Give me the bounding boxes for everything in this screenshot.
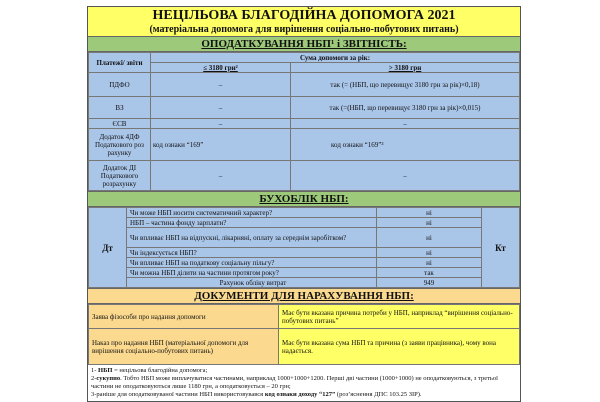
- question-cell: Рахунок обліку витрат: [127, 278, 377, 288]
- table-row: [89, 278, 520, 288]
- page-title: НЕЦІЛЬОВА БЛАГОДІЙНА ДОПОМОГА 2021: [88, 7, 520, 24]
- answer-cell: так: [377, 268, 482, 278]
- document-cell: Заява фізособи про надання допомоги: [89, 305, 279, 329]
- row-label: Додаток ДІ Податкового розрахунку: [89, 161, 151, 191]
- footnotes: [88, 365, 520, 401]
- answer-cell: ні: [377, 248, 482, 258]
- page-subtitle: (матеріальна допомога для вирішення соціально-побутових питань): [88, 24, 520, 37]
- question-cell: НБП – частина фонду зарплати?: [127, 218, 377, 228]
- table-row: [89, 208, 520, 218]
- question-cell: Чи впливає НБП на податкову соціальну пільгу?: [127, 258, 377, 268]
- footnote-3: 3-раніше для оподатковуваної частини НБП використовувався код ознаки доходу “127” (роз’яснення ДПС 103.25 ЗІР).: [91, 391, 422, 398]
- table-row: [89, 97, 520, 119]
- col-gt-header: > 3180 грн: [291, 63, 520, 73]
- row-label: ПДФО: [89, 73, 151, 97]
- accounting-table: [88, 207, 520, 288]
- cell-le: код ознаки “169”: [151, 129, 291, 161]
- cell-le: –: [151, 73, 291, 97]
- footnote-2: 2-сукупно. Тобто НБП може виплачуватися частинами, наприклад 1000+1000+1200. Перші дві частини (1000+1000) не оподатковуються, з третьої частини не оподатковуються лише 1180 грн, а оподатковується – 20 грн;: [91, 375, 498, 390]
- answer-cell: ні: [377, 218, 482, 228]
- table-row: [89, 129, 520, 161]
- footnote-1: 1- НБП = нецільова благодійна допомога;: [91, 367, 208, 374]
- table-row: [89, 73, 520, 97]
- cell-gt: код ознаки “169”³: [291, 129, 520, 161]
- question-cell: Чи впливає НБП на відпускні, лікарняні, оплату за середнім заробітком?: [127, 228, 377, 248]
- document-note-cell: Має бути вказана причина потреби у НБП, наприклад “вирішення соціально-побутових питань”: [279, 305, 520, 329]
- table-row: [89, 305, 520, 329]
- question-cell: Чи може НБП носити систематичний характер?: [127, 208, 377, 218]
- accounting-section-title: БУХОБЛІК НБП:: [88, 191, 520, 207]
- document-cell: Наказ про надання НБП (матеріальної допомоги для вирішення соціально-побутових питань): [89, 329, 279, 365]
- table-row: [89, 329, 520, 365]
- cell-le: –: [151, 119, 291, 129]
- table-row: [89, 119, 520, 129]
- document-note-cell: Має бути вказана сума НБП та причина (з заяви працівника), чому вона надається.: [279, 329, 520, 365]
- answer-cell: ні: [377, 228, 482, 248]
- cell-le: –: [151, 161, 291, 191]
- table-row: [89, 258, 520, 268]
- cell-gt: так (=(НБП, що перевищує 3180 грн за рік)×0,015): [291, 97, 520, 119]
- table-row: [89, 248, 520, 258]
- question-cell: Чи індексується НБП?: [127, 248, 377, 258]
- col-payments-header: Платежі/ звіти: [89, 53, 151, 73]
- col-amount-header: Сума допомоги за рік:: [151, 53, 520, 63]
- row-label: ВЗ: [89, 97, 151, 119]
- answer-cell: ні: [377, 208, 482, 218]
- credit-label: Кт: [482, 208, 520, 288]
- question-cell: Чи можна НБП ділити на частини протягом року?: [127, 268, 377, 278]
- documents-section-title: ДОКУМЕНТИ ДЛЯ НАРАХУВАННЯ НБП:: [88, 288, 520, 304]
- row-label: Додаток 4ДФ Податкового роз рахунку: [89, 129, 151, 161]
- table-row: [89, 161, 520, 191]
- table-row: [89, 228, 520, 248]
- cell-gt: –: [291, 119, 520, 129]
- taxation-table: [88, 52, 520, 191]
- answer-cell: 949: [377, 278, 482, 288]
- answer-cell: ні: [377, 258, 482, 268]
- table-row: [89, 218, 520, 228]
- cell-le: –: [151, 97, 291, 119]
- row-label: ЄСВ: [89, 119, 151, 129]
- cell-gt: –: [291, 161, 520, 191]
- document-page: [87, 6, 521, 402]
- col-le-header: ≤ 3180 грн²: [151, 63, 291, 73]
- documents-table: [88, 304, 520, 365]
- table-row: [89, 268, 520, 278]
- taxation-section-title: ОПОДАТКУВАННЯ НБП¹ і ЗВІТНІСТЬ:: [88, 37, 520, 52]
- debit-label: Дт: [89, 208, 127, 288]
- cell-gt: так (= (НБП, що перевищує 3180 грн за рік)×0,18): [291, 73, 520, 97]
